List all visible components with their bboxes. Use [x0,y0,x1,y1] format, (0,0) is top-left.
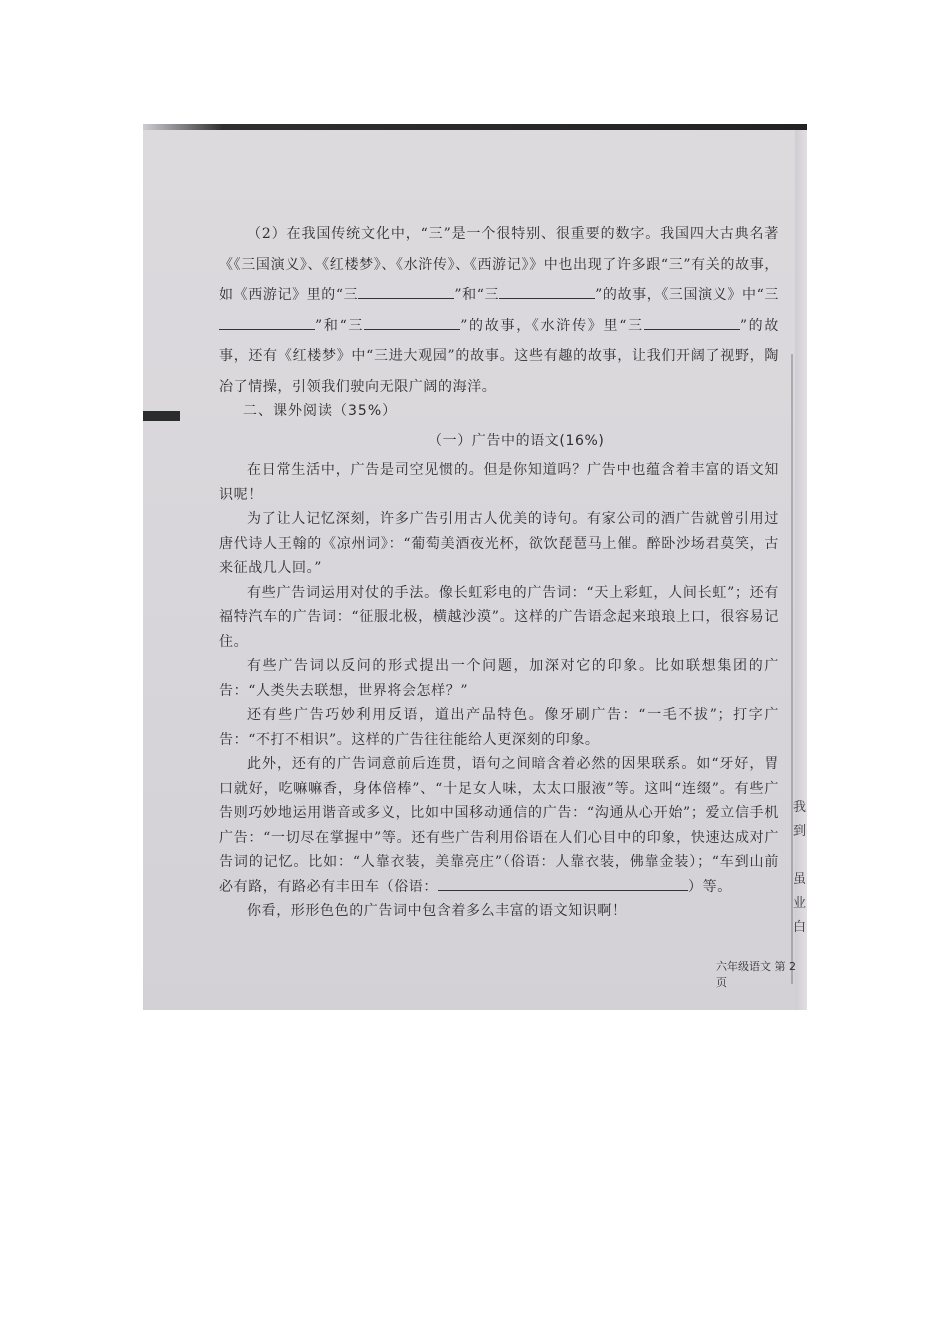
next-page-edge-text [793,796,807,940]
edge-char: 白 [793,920,807,935]
edge-char: 虽 [793,872,807,887]
question-2 [219,219,779,402]
edge-char: 到 [793,824,807,839]
edge-char: 我 [793,800,807,815]
reading-subtitle: （一）广告中的语文(16%) [428,433,605,449]
reading-article [219,458,779,924]
page-top-edge [143,124,807,130]
answer-blank-3[interactable] [219,315,315,330]
article-paragraph-6: 此外，还有的广告词意前后连贯，语句之间暗含着必然的因果联系。如“牙好，胃口就好，吃嘛嘛香，身体倍棒”、“十足女人味，太太口服液”等。这叫“连缀”。有些广告则巧妙地运用谐音或多义，比如中国移动通信的广告：“沟通从心开始”；爱立信手机广告：“一切尽在掌握中”等。还有些广告利用俗语在人们心目中的印象，快速达成对广告词的记忆。比如：“人靠衣装，美靠亮庄”（俗语：人靠衣装，佛靠金装）；“车到山前必有路，有路必有丰田车（俗语： ）等。 [219,756,779,895]
question-2-paragraph: （2）在我国传统文化中，“三”是一个很特别、很重要的数字。我国四大古典名著《《三国演义》、《红楼梦》、《水浒传》、《西游记》》中也出现了许多跟“三”有关的故事，如《西游记》里的“三 ”和“三 ”的故事，《三国演义》中“三”和“三 ”的故事，《水浒传》里“三 ”的故事，还有《红楼梦》中“三进大观园”的故事。这些有趣的故事，让我们开阔了视野，陶冶了情操，引领我们驶向无限广阔的海洋。 [219,226,779,395]
article-paragraph-7: 你看，形形色色的广告词中包含着多么丰富的语文知识啊！ [247,903,627,919]
answer-blank-1[interactable] [358,284,454,299]
article-paragraph-1: 在日常生活中，广告是司空见惯的。但是你知道吗？广告中也蕴含着丰富的语文知识呢！ [219,462,779,503]
section-title: 二、课外阅读（35%） [243,403,398,419]
article-paragraph-2: 为了让人记忆深刻，许多广告引用古人优美的诗句。有家公司的酒广告就曾引用过唐代诗人王翰的《凉州词》：“葡萄美酒夜光杯，欲饮琵琶马上催。醉卧沙场君莫笑，古来征战几人回。” [219,511,779,576]
page-footer: 六年级语文 第 2 页 [716,960,796,989]
answer-blank-4[interactable] [364,315,460,330]
answer-blank-5[interactable] [644,315,740,330]
edge-char: 业 [793,896,807,911]
exam-page-photo [143,124,807,1010]
article-paragraph-4: 有些广告词以反问的形式提出一个问题，加深对它的印象。比如联想集团的广告：“人类失去联想，世界将会怎样？” [219,658,779,699]
left-margin-mark [143,411,180,421]
answer-blank-2[interactable] [499,284,595,299]
article-paragraph-5: 还有些广告巧妙利用反语，道出产品特色。像牙刷广告：“一毛不拔”；打字广告：“不打不相识”。这样的广告往往能给人更深刻的印象。 [219,707,779,748]
article-paragraph-3: 有些广告词运用对仗的手法。像长虹彩电的广告词：“天上彩虹，人间长虹”；还有福特汽车的广告词：“征服北极，横越沙漠”。这样的广告语念起来琅琅上口，很容易记住。 [219,584,779,650]
proverb-answer-blank[interactable] [438,876,688,891]
